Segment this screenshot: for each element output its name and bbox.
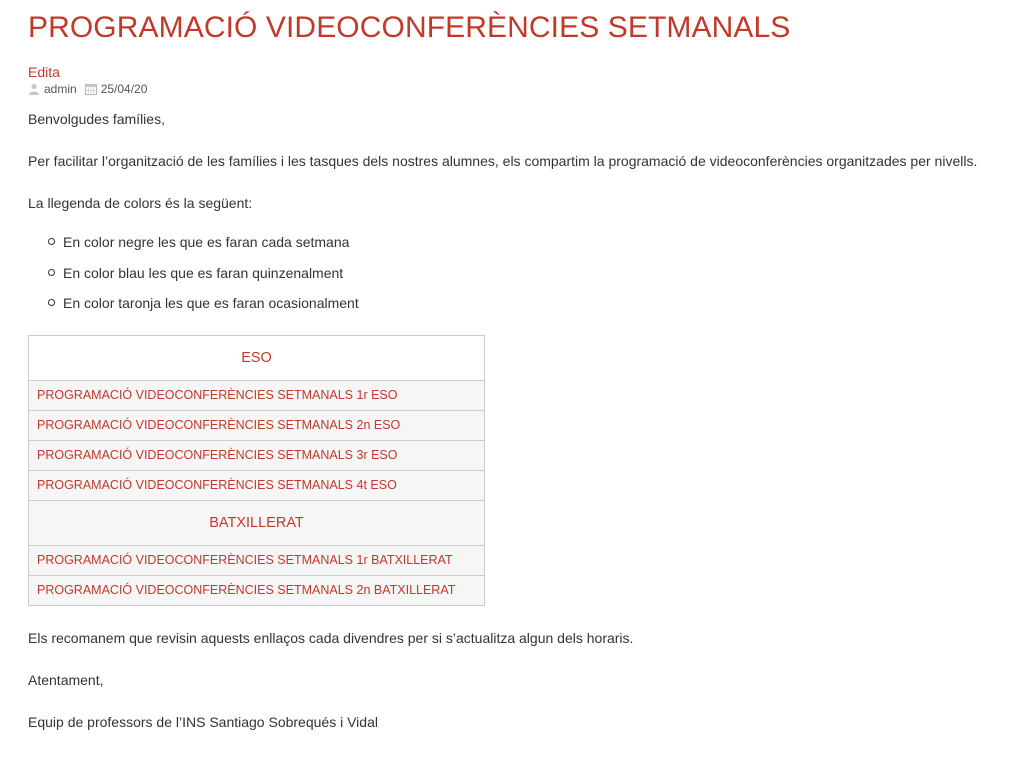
schedule-links-table — [28, 335, 485, 606]
post-date: 25/04/20 — [100, 82, 148, 96]
table-row — [29, 545, 485, 575]
table-row — [29, 575, 485, 605]
legend-item-black: En color negre les que es faran cada setmana — [48, 227, 1008, 258]
regards-text: Atentament, — [28, 671, 104, 688]
table-row — [29, 410, 485, 440]
greeting-text: Benvolgudes famílies, — [28, 111, 165, 127]
color-legend-list — [28, 227, 1008, 319]
legend-item-orange: En color taronja les que es faran ocasionalment — [48, 288, 1008, 319]
user-icon — [28, 83, 40, 95]
link-2n-batxillerat[interactable]: PROGRAMACIÓ VIDEOCONFERÈNCIES SETMANALS 2n BATXILLERAT — [37, 583, 456, 597]
legend-item-blue: En color blau les que es faran quinzenalment — [48, 258, 1008, 289]
post-content — [28, 0, 1008, 734]
batxillerat-header: BATXILLERAT — [29, 500, 485, 545]
edit-link[interactable]: Edita — [28, 64, 60, 80]
page-title: PROGRAMACIÓ VIDEOCONFERÈNCIES SETMANALS — [28, 11, 791, 44]
eso-header: ESO — [29, 335, 485, 380]
link-1r-batxillerat[interactable]: PROGRAMACIÓ VIDEOCONFERÈNCIES SETMANALS 1r BATXILLERAT — [37, 553, 453, 567]
recommend-text: Els recomanem que revisin aquests enllaços cada divendres per si s’actualitza algun dels horaris. — [28, 629, 634, 646]
link-2n-eso[interactable]: PROGRAMACIÓ VIDEOCONFERÈNCIES SETMANALS 2n ESO — [37, 418, 401, 432]
table-row — [29, 470, 485, 500]
calendar-icon — [85, 83, 97, 95]
link-4t-eso[interactable]: PROGRAMACIÓ VIDEOCONFERÈNCIES SETMANALS 4t ESO — [37, 478, 397, 492]
legend-intro-text: La llegenda de colors és la següent: — [28, 195, 253, 211]
link-3r-eso[interactable]: PROGRAMACIÓ VIDEOCONFERÈNCIES SETMANALS 3r ESO — [37, 448, 398, 462]
link-1r-eso[interactable]: PROGRAMACIÓ VIDEOCONFERÈNCIES SETMANALS 1r ESO — [37, 388, 398, 402]
post-author[interactable]: admin — [44, 82, 77, 96]
signature-text: Equip de professors de l’INS Santiago Sobrequés i Vidal — [28, 713, 378, 730]
table-row — [29, 380, 485, 410]
post-meta — [28, 81, 1008, 97]
intro-text: Per facilitar l’organització de les famílies i les tasques dels nostres alumnes, els compartim la programació de videoconferències organitzades per nivells. — [28, 153, 978, 169]
table-row — [29, 440, 485, 470]
